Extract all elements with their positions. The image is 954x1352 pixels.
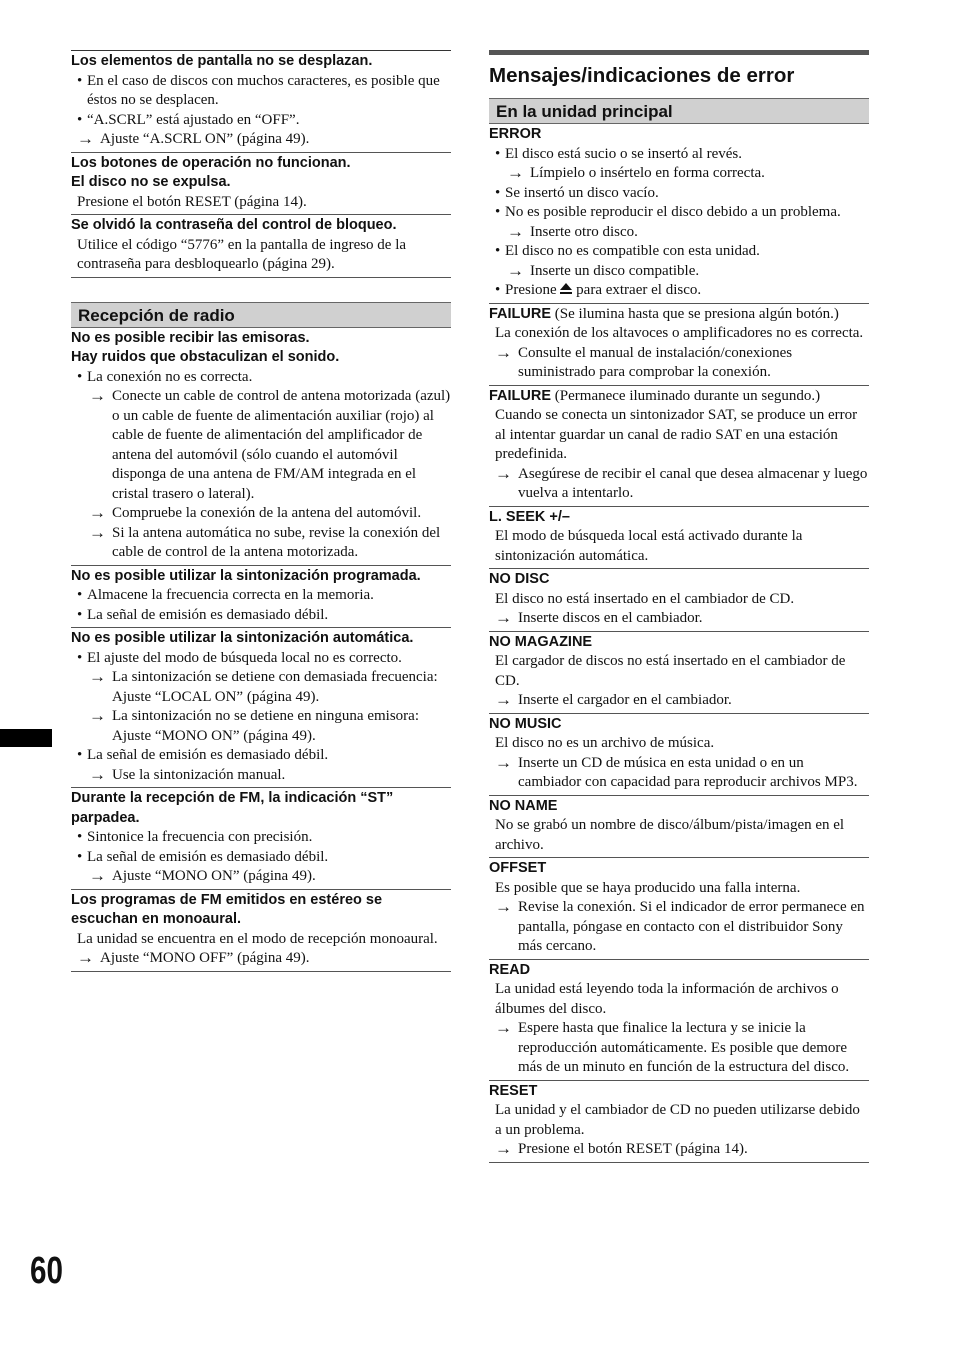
entry-heading: Hay ruidos que obstaculizan el sonido. bbox=[71, 349, 340, 365]
bullet-item: • El disco está sucio o se insertó al revés. bbox=[489, 145, 869, 165]
troubleshooting-entry bbox=[489, 507, 869, 570]
entry-heading-note: (Permanece iluminado durante un segundo.) bbox=[551, 387, 821, 404]
remedy-item: → Inserte otro disco. bbox=[489, 223, 869, 243]
remedy-item: → Ajuste “A.SCRL ON” (página 49). bbox=[71, 130, 451, 150]
entry-heading: FAILURE bbox=[489, 305, 552, 322]
entry-heading: No es posible utilizar la sintonización programada. bbox=[71, 567, 421, 584]
left-column bbox=[71, 50, 451, 972]
description-text: El cargador de discos no está insertado en el cambiador de CD. bbox=[495, 653, 846, 689]
troubleshooting-entry bbox=[71, 51, 451, 153]
bullet-item: • La conexión no es correcta. bbox=[71, 368, 451, 388]
entry-heading-note: (Se ilumina hasta que se presiona algún botón.) bbox=[551, 305, 839, 322]
entry-heading: READ bbox=[489, 961, 531, 978]
remedy-item: → La sintonización no se detiene en ninguna emisora: bbox=[71, 707, 451, 727]
bullet-text: para extraer el disco. bbox=[572, 282, 702, 298]
description-text: Cuando se conecta un sintonizador SAT, se produce un error al intentar guardar un canal de radio SAT en una estación predefinida. bbox=[495, 407, 858, 462]
bullet-item: • Sintonice la frecuencia con precisión. bbox=[71, 828, 451, 848]
troubleshooting-entry bbox=[489, 960, 869, 1081]
remedy-item: → Espere hasta que finalice la lectura y se inicie la reproducción automáticamente. Es posible que demore más de un minuto en función de la estructura del disco. bbox=[489, 1019, 869, 1078]
bullet-item: • La señal de emisión es demasiado débil. bbox=[71, 848, 451, 868]
right-column bbox=[489, 50, 869, 1163]
page-number: 60 bbox=[30, 1250, 63, 1292]
remedy-item: → Ajuste “MONO ON” (página 49). bbox=[71, 867, 451, 887]
remedy-item: → Presione el botón RESET (página 14). bbox=[489, 1140, 869, 1160]
troubleshooting-entry bbox=[71, 890, 451, 972]
entry-heading: Los botones de operación no funcionan. bbox=[71, 154, 351, 171]
troubleshooting-list bbox=[71, 51, 451, 278]
bullet-item: • Almacene la frecuencia correcta en la memoria. bbox=[71, 586, 451, 606]
bullet-item: • La señal de emisión es demasiado débil. bbox=[71, 746, 451, 766]
entry-heading: NO MUSIC bbox=[489, 715, 562, 732]
remedy-item: → Revise la conexión. Si el indicador de error permanece en pantalla, póngase en contacto con el distribuidor Sony más cercano. bbox=[489, 898, 869, 957]
entry-heading: L. SEEK +/– bbox=[489, 508, 570, 525]
remedy-item: → Si la antena automática no sube, revise la conexión del cable de control de la antena motorizada. bbox=[71, 524, 451, 563]
remedy-item: → Consulte el manual de instalación/conexiones suministrado para comprobar la conexión. bbox=[489, 344, 869, 383]
description-text: No se grabó un nombre de disco/álbum/pista/imagen en el archivo. bbox=[495, 817, 845, 853]
description-text: La unidad se encuentra en el modo de recepción monoaural. bbox=[77, 930, 438, 947]
bullet-text: Presione bbox=[505, 282, 561, 298]
remedy-item: → Asegúrese de recibir el canal que desea almacenar y luego vuelva a intentarlo. bbox=[489, 465, 869, 504]
description-text: El modo de búsqueda local está activado durante la sintonización automática. bbox=[495, 528, 803, 564]
entry-heading: NO NAME bbox=[489, 797, 558, 814]
troubleshooting-entry bbox=[489, 796, 869, 859]
radio-troubleshooting-list bbox=[71, 328, 451, 972]
remedy-item: → Límpielo o insértelo en forma correcta. bbox=[489, 164, 869, 184]
troubleshooting-entry bbox=[489, 386, 869, 507]
description-text: El disco no es un archivo de música. bbox=[495, 735, 715, 751]
entry-heading: Se olvidó la contraseña del control de bloqueo. bbox=[71, 217, 397, 233]
remedy-item: → Inserte el cargador en el cambiador. bbox=[489, 691, 869, 711]
description-text: Ajuste “LOCAL ON” (página 49). bbox=[112, 688, 320, 705]
bullet-item: • Se insertó un disco vacío. bbox=[489, 184, 869, 204]
entry-heading-line bbox=[489, 387, 869, 407]
troubleshooting-entry bbox=[71, 788, 451, 890]
remedy-item: → Compruebe la conexión de la antena del automóvil. bbox=[71, 504, 451, 524]
eject-icon bbox=[560, 283, 572, 295]
troubleshooting-entry bbox=[71, 215, 451, 278]
remedy-item: → Inserte un disco compatible. bbox=[489, 262, 869, 282]
entry-heading: FAILURE bbox=[489, 387, 552, 404]
remedy-item: → Use la sintonización manual. bbox=[71, 766, 451, 786]
page-tab-marker bbox=[0, 729, 52, 747]
description-text: La conexión de los altavoces o amplificadores no es correcta. bbox=[495, 325, 864, 341]
entry-heading: ERROR bbox=[489, 126, 542, 142]
entry-heading: Los programas de FM emitidos en estéreo se escuchan en monoaural. bbox=[71, 891, 383, 927]
entry-heading: RESET bbox=[489, 1082, 538, 1099]
bullet-item: • En el caso de discos con muchos caracteres, es posible que éstos no se desplacen. bbox=[71, 72, 451, 111]
error-message-list bbox=[489, 124, 869, 1163]
remedy-item: → La sintonización se detiene con demasiada frecuencia: bbox=[71, 668, 451, 688]
description-text: La unidad está leyendo toda la información de archivos o álbumes del disco. bbox=[495, 981, 839, 1017]
remedy-item: → Inserte discos en el cambiador. bbox=[489, 609, 869, 629]
entry-heading: NO MAGAZINE bbox=[489, 633, 593, 650]
entry-heading: El disco no se expulsa. bbox=[71, 174, 231, 190]
remedy-item: → Ajuste “MONO OFF” (página 49). bbox=[71, 949, 451, 969]
troubleshooting-entry bbox=[489, 714, 869, 796]
bullet-item: • “A.SCRL” está ajustado en “OFF”. bbox=[71, 111, 451, 131]
top-bar bbox=[489, 50, 869, 55]
entry-heading: OFFSET bbox=[489, 860, 547, 876]
bullet-item: • El disco no es compatible con esta unidad. bbox=[489, 242, 869, 262]
entry-heading: Los elementos de pantalla no se desplazan. bbox=[71, 53, 373, 69]
bullet-item: • La señal de emisión es demasiado débil. bbox=[71, 606, 451, 626]
troubleshooting-entry bbox=[489, 569, 869, 632]
remedy-item: → Conecte un cable de control de antena motorizada (azul) o un cable de fuente de alimentación auxiliar (rojo) al cable de fuente de alimentación del amplificador de antena del automóvil (sólo cuando el automóvil disponga de una antena de FM/AM integrada en el cristal trasero o lateral). bbox=[71, 387, 451, 504]
troubleshooting-entry bbox=[71, 566, 451, 629]
description-text: Presione el botón RESET (página 14). bbox=[77, 193, 307, 210]
entry-heading-line bbox=[489, 305, 869, 325]
bullet-item: • El ajuste del modo de búsqueda local no es correcto. bbox=[71, 649, 451, 669]
entry-heading: No es posible recibir las emisoras. bbox=[71, 329, 310, 346]
troubleshooting-entry bbox=[489, 1081, 869, 1163]
description-text: La unidad y el cambiador de CD no pueden utilizarse debido a un problema. bbox=[495, 1102, 860, 1138]
troubleshooting-entry bbox=[489, 124, 869, 304]
entry-heading: Durante la recepción de FM, la indicación “ST” parpadea. bbox=[71, 790, 394, 826]
remedy-item: → Inserte un CD de música en esta unidad o en un cambiador con capacidad para reproducir archivos MP3. bbox=[489, 754, 869, 793]
troubleshooting-entry bbox=[71, 153, 451, 216]
entry-heading: No es posible utilizar la sintonización automática. bbox=[71, 630, 414, 646]
description-text: Utilice el código “5776” en la pantalla de ingreso de la contraseña para desbloquearlo (página 29). bbox=[77, 236, 407, 272]
section-heading-radio: Recepción de radio bbox=[71, 302, 451, 328]
troubleshooting-entry bbox=[489, 858, 869, 960]
troubleshooting-entry bbox=[71, 628, 451, 788]
description-text: Ajuste “MONO ON” (página 49). bbox=[112, 727, 316, 744]
description-text: El disco no está insertado en el cambiador de CD. bbox=[495, 590, 795, 607]
troubleshooting-entry bbox=[489, 304, 869, 386]
troubleshooting-entry bbox=[489, 632, 869, 714]
description-text: Es posible que se haya producido una falla interna. bbox=[495, 879, 801, 896]
page-title: Mensajes/indicaciones de error bbox=[489, 64, 795, 87]
bullet-item bbox=[489, 281, 869, 301]
entry-heading: NO DISC bbox=[489, 571, 550, 587]
troubleshooting-entry bbox=[71, 328, 451, 566]
bullet-item: • No es posible reproducir el disco debido a un problema. bbox=[489, 203, 869, 223]
section-heading-main-unit: En la unidad principal bbox=[489, 98, 869, 124]
